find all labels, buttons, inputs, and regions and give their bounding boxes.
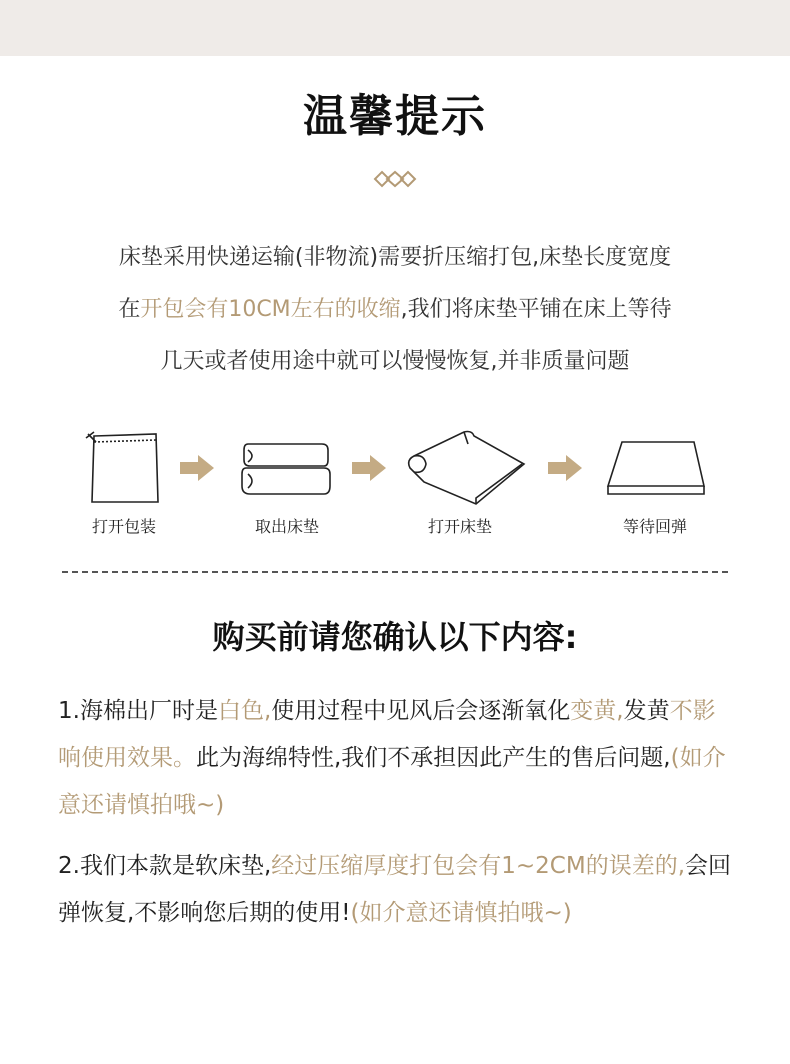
page-title: 温馨提示 (303, 91, 487, 142)
right-arrow-icon (548, 455, 582, 481)
folded-mattress-icon (240, 438, 332, 498)
step-label-wait-rebound: 等待回弹 (622, 517, 687, 536)
intro-line-3: 几天或者使用途中就可以慢慢恢复,并非质量问题 (160, 349, 630, 374)
intro-line-1: 床垫采用快递运输(非物流)需要折压缩打包,床垫长度宽度 (118, 245, 672, 270)
right-arrow-icon (180, 455, 214, 481)
intro-highlight: 开包会有10CM左右的收缩 (140, 297, 401, 322)
top-band (0, 0, 790, 56)
unrolling-mattress-icon (404, 428, 528, 508)
note-item-1: 1.海棉出厂时是白色,使用过程中见风后会逐渐氧化变黄,发黄不影响使用效果。此为海绵特性,我们不承担因此产生的售后问题,(如介意还请慎拍哦~) (58, 698, 726, 818)
step-label-open-mattress: 打开床垫 (427, 517, 492, 536)
dashed-divider (62, 571, 728, 573)
right-arrow-icon (352, 455, 386, 481)
notes-list (58, 688, 738, 951)
flat-mattress-icon (604, 438, 708, 498)
note-item-2: 2.我们本款是软床垫,经过压缩厚度打包会有1~2CM的误差的,会回弹恢复,不影响您后期的使用!(如介意还请慎拍哦~) (58, 853, 732, 926)
step-label-take-out-mattress: 取出床垫 (254, 517, 319, 536)
package-bag-icon (84, 428, 164, 506)
intro-text (60, 232, 730, 388)
intro-line-2: 在开包会有10CM左右的收缩,我们将床垫平铺在床上等待 (118, 297, 672, 322)
diamond-ornament-icon (373, 170, 417, 188)
step-label-open-package: 打开包装 (91, 517, 156, 536)
section-subtitle: 购买前请您确认以下内容: (212, 618, 578, 656)
